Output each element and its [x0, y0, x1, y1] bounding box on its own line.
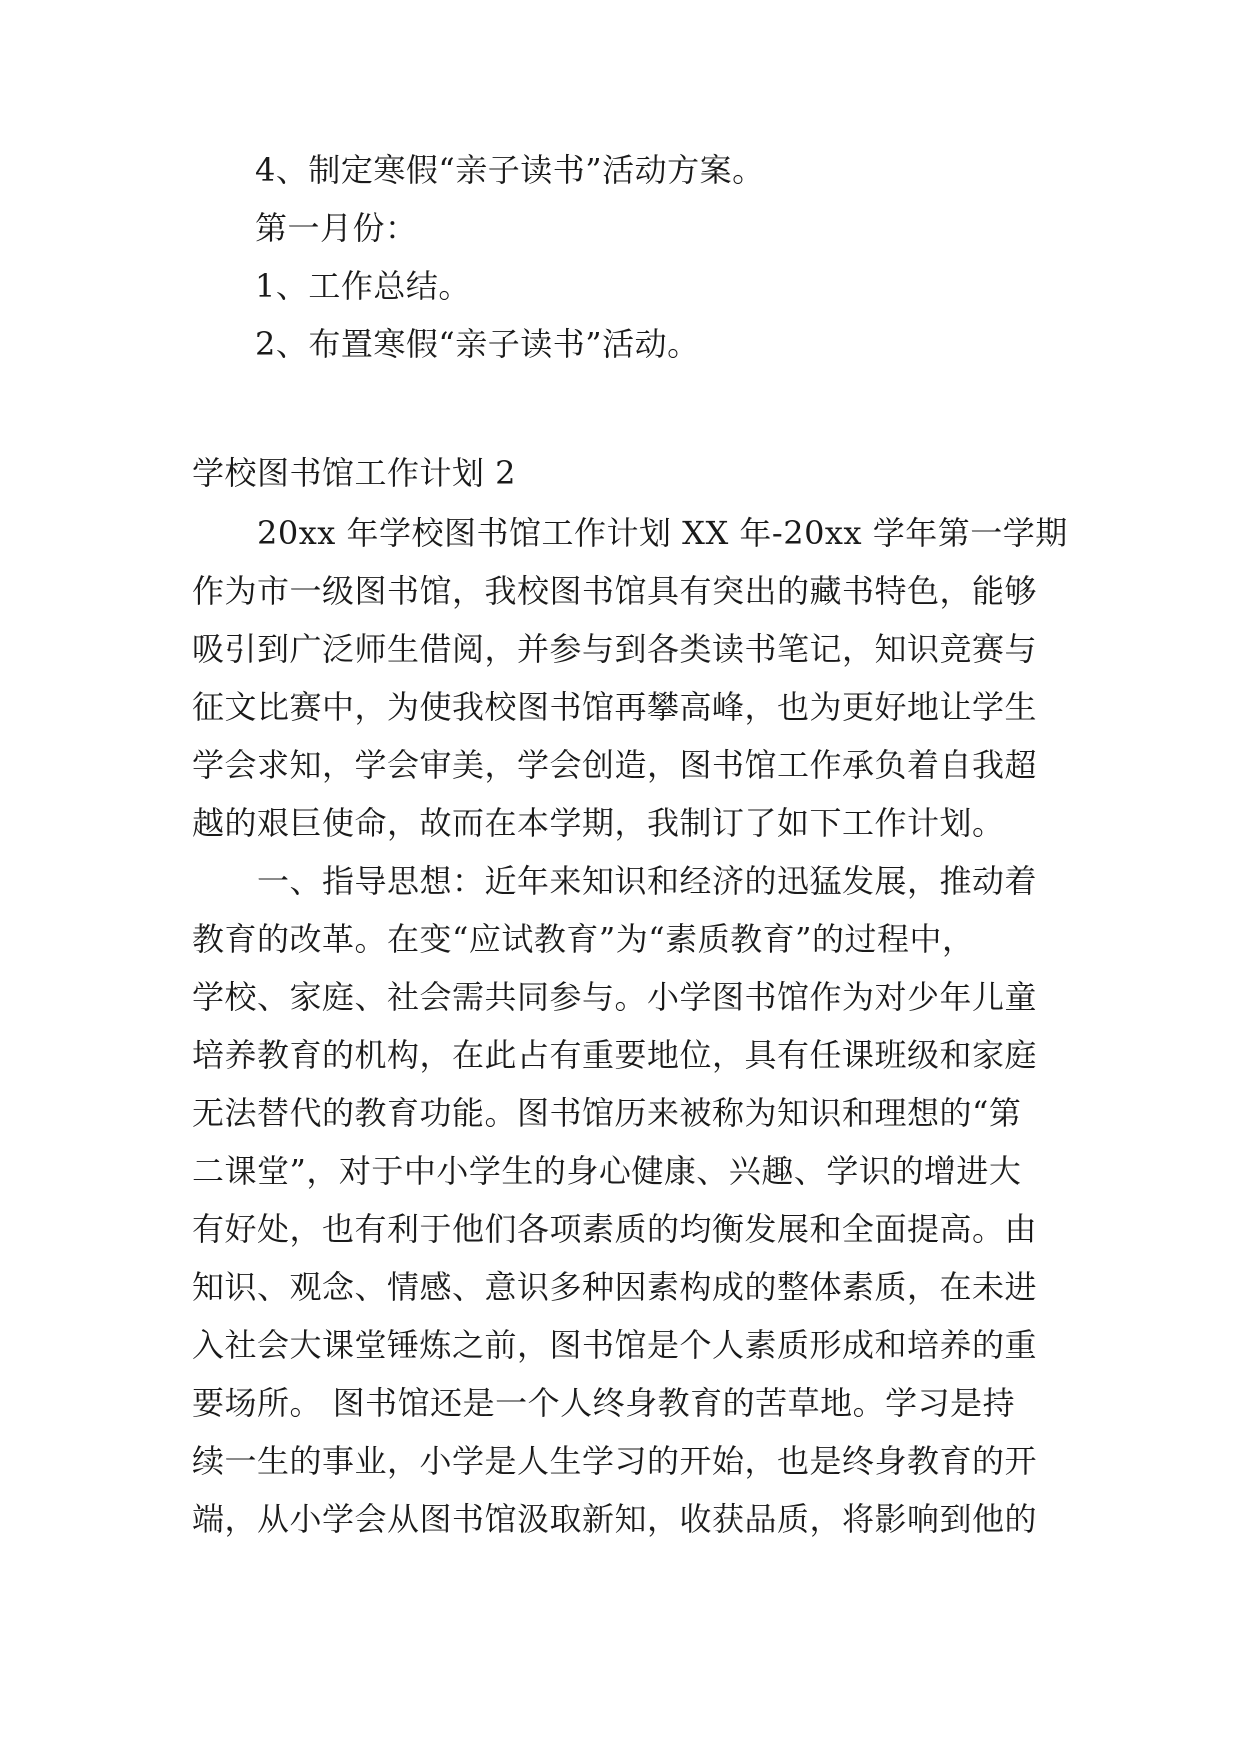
- paragraph-line: 20xx 年学校图书馆工作计划 XX 年-20xx 学年第一学期: [192, 514, 1068, 552]
- list-item: 1、工作总结。: [255, 267, 471, 305]
- paragraph-line: 二课堂”，对于中小学生的身心健康、兴趣、学识的增进大: [192, 1152, 1022, 1190]
- paragraph-line: 续一生的事业，小学是人生学习的开始，也是终身教育的开: [192, 1442, 1038, 1480]
- paragraph-line: 端，从小学会从图书馆汲取新知，收获品质，将影响到他的: [192, 1500, 1038, 1538]
- paragraph-line: 一、指导思想：近年来知识和经济的迅猛发展，推动着: [192, 862, 1038, 900]
- section-title: 学校图书馆工作计划 2: [192, 454, 517, 492]
- paragraph-line: 有好处，也有利于他们各项素质的均衡发展和全面提高。由: [192, 1210, 1038, 1248]
- list-item: 4、制定寒假“亲子读书”活动方案。: [255, 151, 765, 189]
- paragraph-line: 越的艰巨使命，故而在本学期，我制订了如下工作计划。: [192, 804, 1005, 842]
- paragraph-line: 学校、家庭、社会需共同参与。小学图书馆作为对少年儿童: [192, 978, 1038, 1016]
- paragraph-line: 培养教育的机构，在此占有重要地位，具有任课班级和家庭: [192, 1036, 1038, 1074]
- paragraph-line: 学会求知，学会审美，学会创造，图书馆工作承负着自我超: [192, 746, 1038, 784]
- paragraph-line: 教育的改革。在变“应试教育”为“素质教育”的过程中，: [192, 920, 975, 958]
- list-item: 第一月份：: [255, 209, 418, 247]
- paragraph-line: 入社会大课堂锤炼之前，图书馆是个人素质形成和培养的重: [192, 1326, 1038, 1364]
- paragraph-line: 作为市一级图书馆，我校图书馆具有突出的藏书特色，能够: [192, 572, 1038, 610]
- paragraph-line: 无法替代的教育功能。图书馆历来被称为知识和理想的“第: [192, 1094, 1022, 1132]
- paragraph-line: 要场所。 图书馆还是一个人终身教育的苦草地。学习是持: [192, 1384, 1016, 1422]
- paragraph-line: 征文比赛中，为使我校图书馆再攀高峰，也为更好地让学生: [192, 688, 1038, 726]
- list-item: 2、布置寒假“亲子读书”活动。: [255, 325, 700, 363]
- paragraph-line: 吸引到广泛师生借阅，并参与到各类读书笔记，知识竞赛与: [192, 630, 1038, 668]
- paragraph-line: 知识、观念、情感、意识多种因素构成的整体素质，在未进: [192, 1268, 1038, 1306]
